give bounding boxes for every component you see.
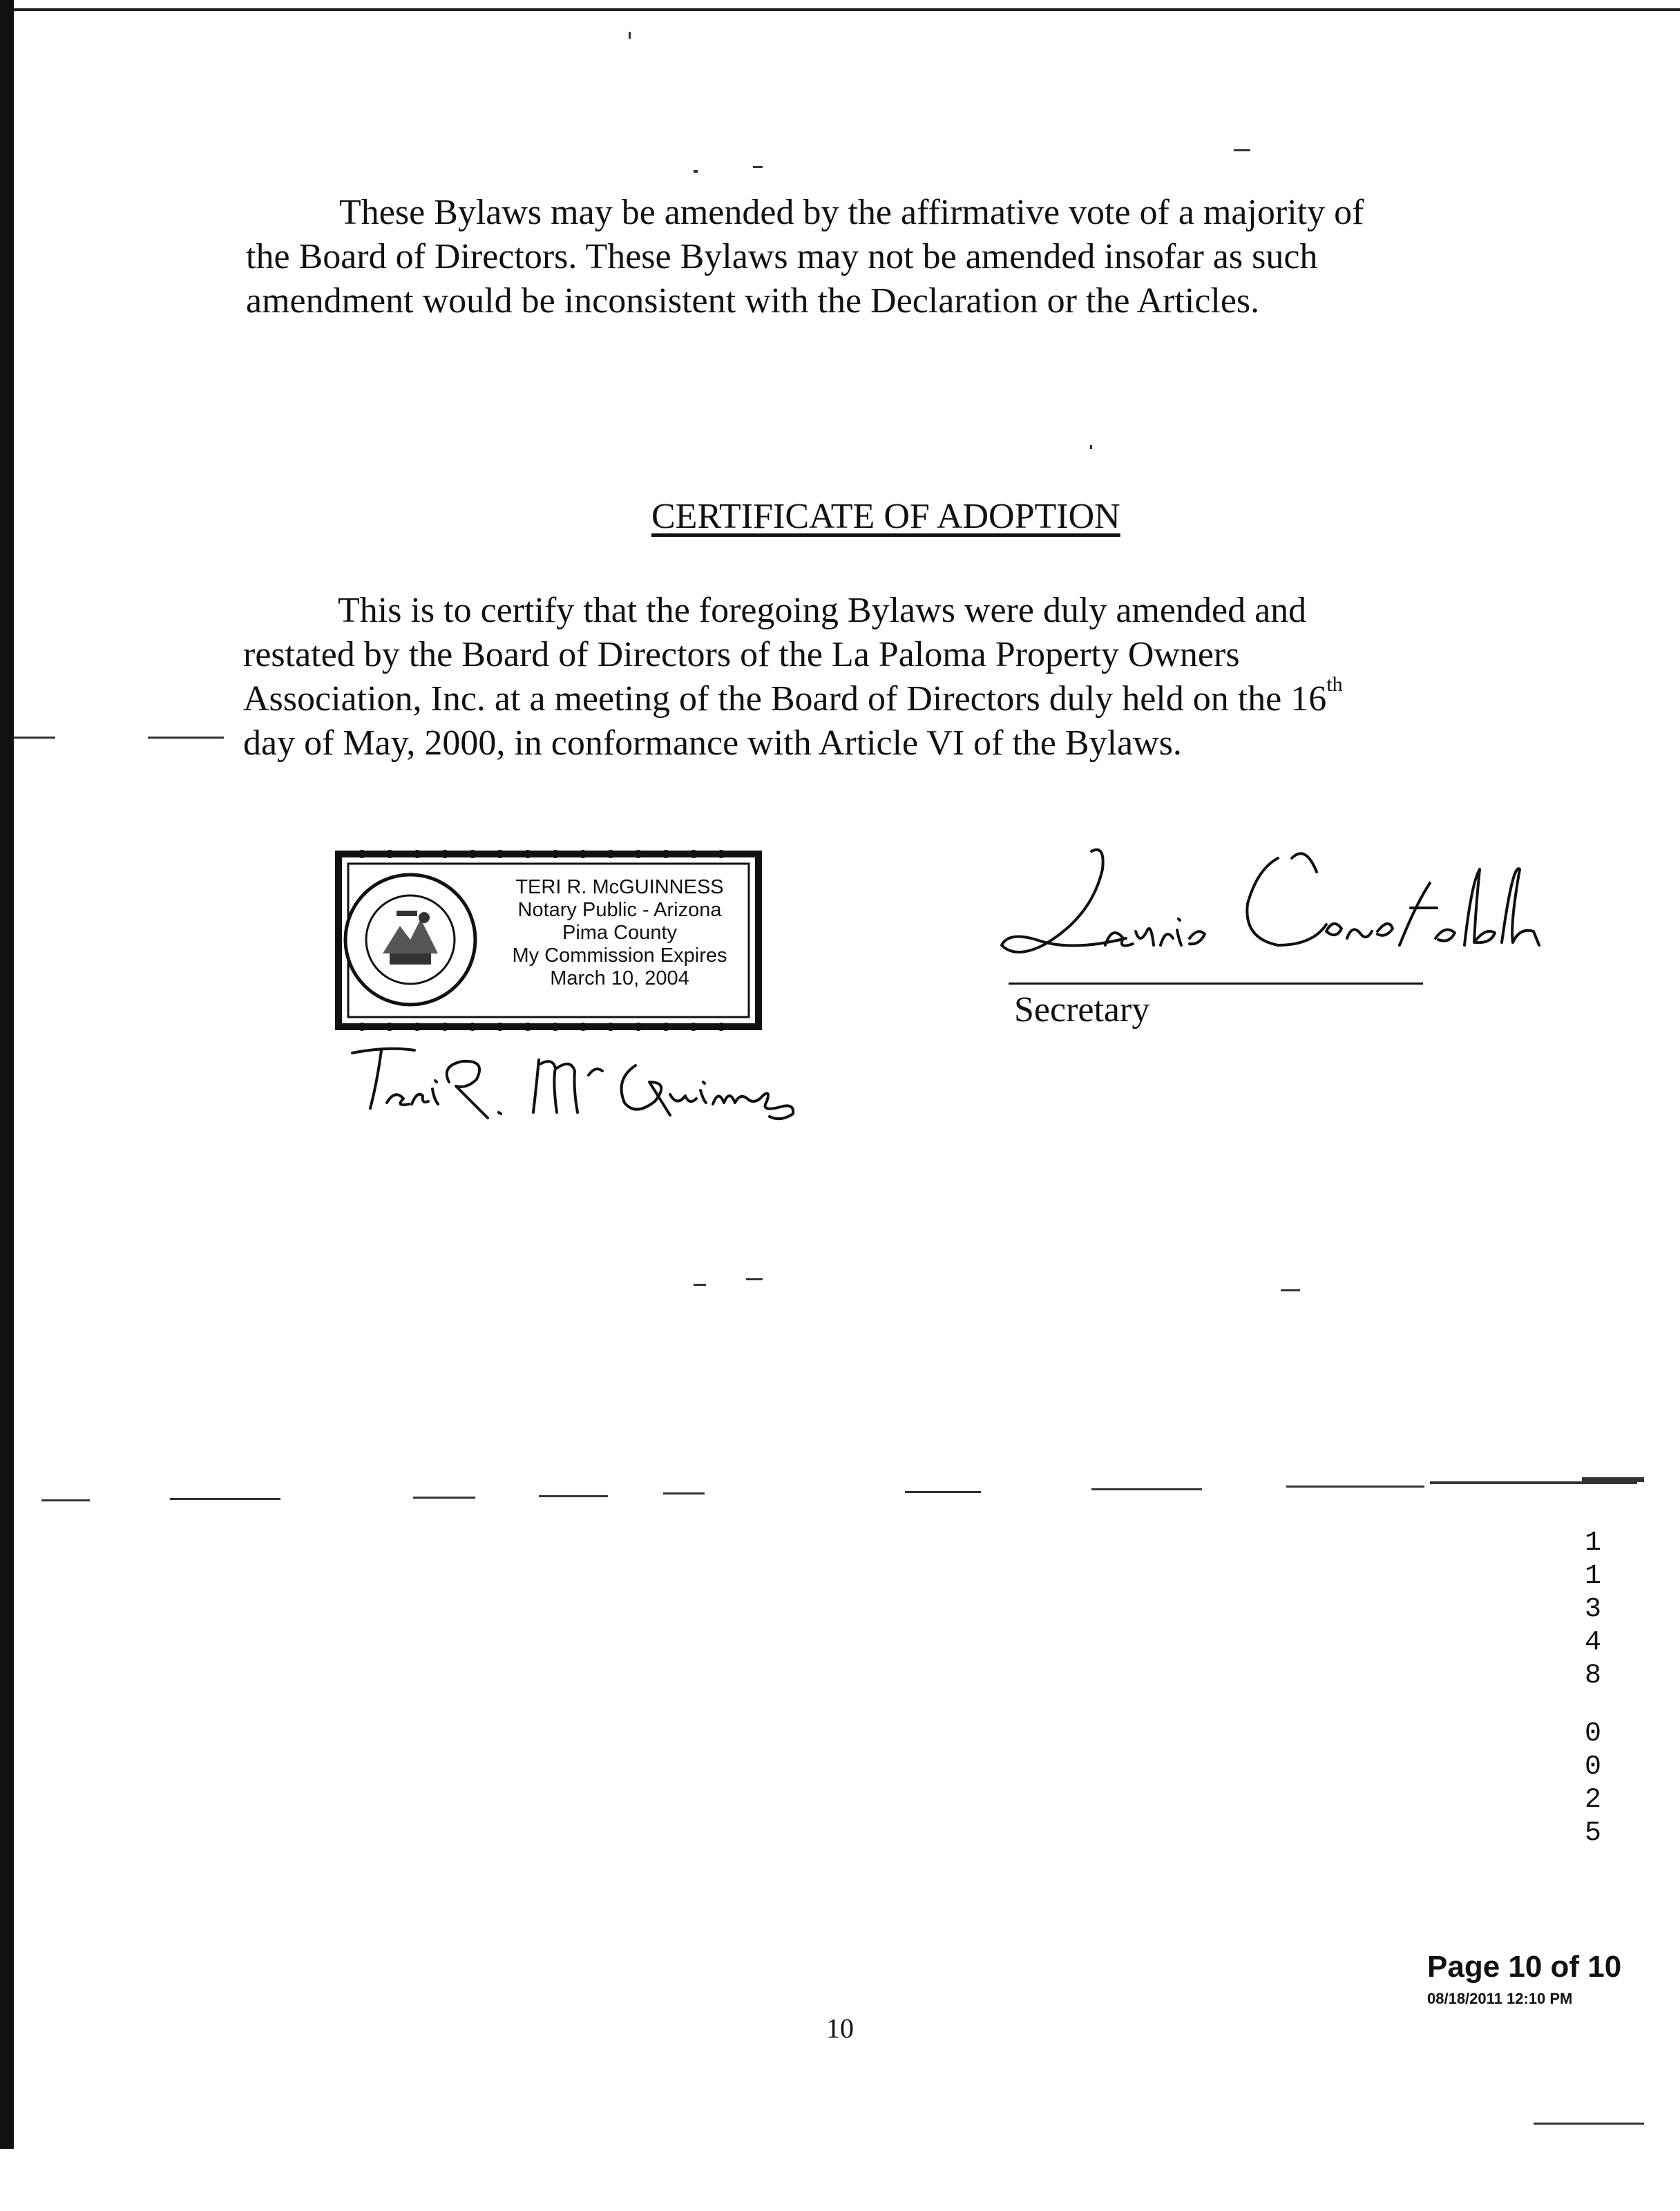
recording-digit: 0 <box>1584 1752 1601 1783</box>
recording-digit: 3 <box>1584 1594 1601 1625</box>
recording-digit: 1 <box>1584 1561 1601 1592</box>
certificate-line-3 <box>243 673 1343 721</box>
amendment-paragraph <box>246 191 1364 323</box>
certificate-paragraph <box>243 589 1343 766</box>
scan-speck <box>413 1497 475 1499</box>
scan-speck <box>1281 1289 1300 1291</box>
certificate-line-2: restated by the Board of Directors of the La Paloma Property Owners <box>243 635 1240 674</box>
scan-speck <box>1091 1488 1202 1490</box>
amendment-line-1: These Bylaws may be amended by the affirmative vote of a majority of <box>339 193 1364 232</box>
scan-speck <box>905 1491 981 1493</box>
secretary-signature <box>988 842 1540 980</box>
notary-name: TERI R. McGUINNESS <box>515 876 724 898</box>
recording-digit: 2 <box>1584 1785 1601 1816</box>
certificate-line-3-text: Association, Inc. at a meeting of the Board of Directors duly held on the 16 <box>243 679 1327 719</box>
recording-digit: 1 <box>1584 1528 1601 1559</box>
certificate-line-1: This is to certify that the foregoing Bylaws were duly amended and <box>338 591 1307 630</box>
scan-speck <box>629 32 631 39</box>
page-timestamp: 08/18/2011 12:10 PM <box>1427 1990 1573 2007</box>
scan-left-edge <box>0 0 14 2149</box>
notary-county: Pima County <box>562 922 677 944</box>
scan-speck <box>148 737 224 739</box>
scan-speck <box>694 170 698 173</box>
certificate-line-4: day of May, 2000, in conformance with Article VI of the Bylaws. <box>243 723 1182 763</box>
scan-speck <box>694 1284 706 1286</box>
scan-speck <box>1286 1486 1424 1488</box>
scan-speck <box>170 1498 280 1500</box>
scan-top-edge <box>0 8 1680 11</box>
recording-digit: 0 <box>1584 1718 1601 1749</box>
ordinal-suffix: th <box>1326 673 1343 696</box>
scan-speck <box>14 737 55 739</box>
scan-speck <box>41 1499 90 1501</box>
scan-speck <box>539 1495 608 1497</box>
amendment-line-2: the Board of Directors. These Bylaws may not be amended insofar as such <box>246 237 1318 276</box>
notary-title: Notary Public - Arizona <box>517 899 722 921</box>
notary-signature <box>345 1041 815 1123</box>
recording-digit: 4 <box>1584 1627 1601 1658</box>
recording-digit: 8 <box>1584 1660 1601 1691</box>
page-number: 10 <box>826 2013 854 2044</box>
secretary-title: Secretary <box>1014 990 1150 1029</box>
secretary-signature-line <box>1009 983 1423 985</box>
notary-commission-label: My Commission Expires <box>512 945 727 967</box>
scan-speck <box>1582 1477 1644 1482</box>
scan-speck <box>663 1492 705 1494</box>
certificate-heading: CERTIFICATE OF ADOPTION <box>651 497 1120 536</box>
scan-speck <box>753 166 763 168</box>
notary-stamp-text <box>477 876 763 990</box>
scan-speck <box>1534 2123 1644 2125</box>
scan-speck <box>746 1278 763 1280</box>
recording-digit: 5 <box>1584 1818 1601 1849</box>
notary-commission-date: March 10, 2004 <box>550 967 689 989</box>
page-count-stamp: Page 10 of 10 <box>1427 1950 1622 1984</box>
arizona-seal-icon <box>345 875 475 1005</box>
amendment-line-3: amendment would be inconsistent with the Declaration or the Articles. <box>246 281 1260 321</box>
scan-speck <box>1090 445 1092 449</box>
recording-number <box>1579 1527 1607 1850</box>
scan-speck <box>1234 149 1250 151</box>
